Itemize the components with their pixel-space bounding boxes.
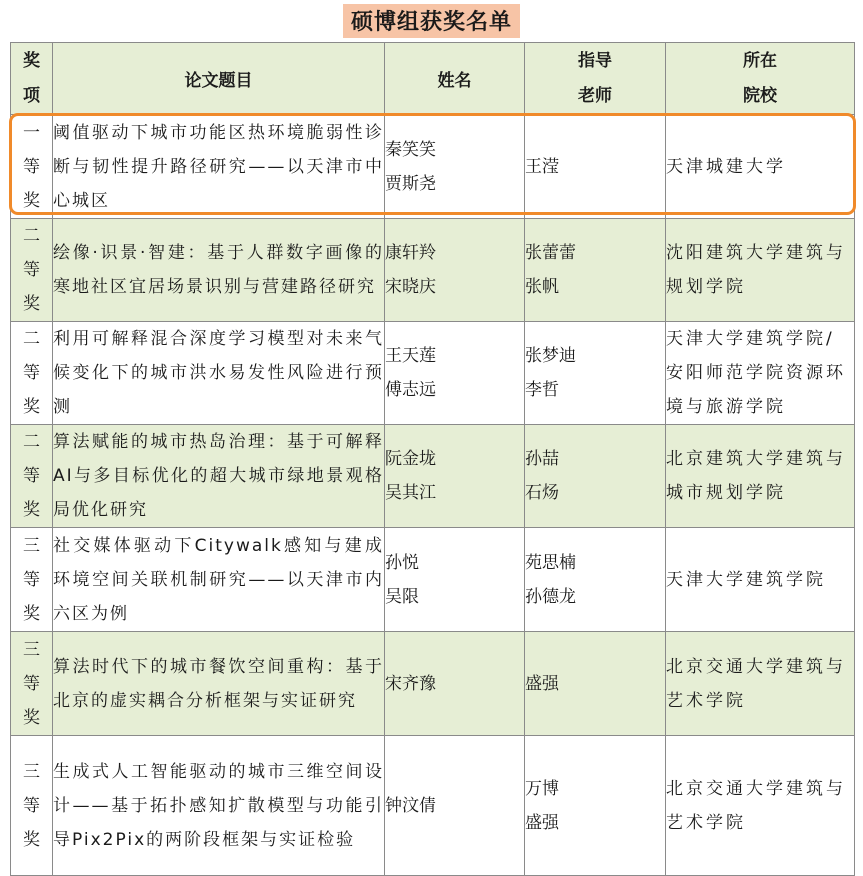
header-award-line: 奖 bbox=[23, 50, 40, 71]
award-cell bbox=[11, 219, 53, 322]
header-row bbox=[11, 43, 855, 115]
header-topic: 论文题目 bbox=[53, 43, 385, 115]
school-cell: 天津大学建筑学院 bbox=[666, 528, 855, 632]
award-char: 三 bbox=[23, 535, 40, 556]
student-name: 吴其江 bbox=[385, 483, 436, 503]
award-char: 奖 bbox=[23, 707, 40, 728]
award-char: 三 bbox=[23, 639, 40, 660]
header-advisor-line: 老师 bbox=[578, 85, 612, 106]
title-wrap bbox=[0, 4, 863, 38]
award-cell bbox=[11, 736, 53, 876]
header-award-line: 项 bbox=[23, 85, 40, 106]
advisors-cell bbox=[525, 219, 666, 322]
student-name: 秦笑笑 bbox=[385, 139, 436, 160]
award-cell bbox=[11, 425, 53, 528]
advisors-cell bbox=[525, 425, 666, 528]
school-cell: 北京建筑大学建筑与城市规划学院 bbox=[666, 425, 855, 528]
school-cell: 北京交通大学建筑与艺术学院 bbox=[666, 736, 855, 876]
award-char: 二 bbox=[23, 432, 40, 452]
header-name: 姓名 bbox=[385, 43, 525, 115]
table-row bbox=[11, 632, 855, 736]
advisors-cell bbox=[525, 115, 666, 219]
advisor-name: 石炀 bbox=[525, 483, 559, 503]
school-cell: 北京交通大学建筑与艺术学院 bbox=[666, 632, 855, 736]
advisor-name: 张蕾蕾 bbox=[525, 243, 576, 263]
student-name: 钟汶倩 bbox=[385, 795, 436, 816]
award-char: 等 bbox=[23, 673, 40, 694]
advisors-cell bbox=[525, 322, 666, 425]
page-title: 硕博组获奖名单 bbox=[343, 4, 520, 38]
student-name: 孙悦 bbox=[385, 552, 419, 573]
names-cell bbox=[385, 219, 525, 322]
table-row bbox=[11, 322, 855, 425]
topic-cell: 算法赋能的城市热岛治理：基于可解释AI与多目标优化的超大城市绿地景观格局优化研究 bbox=[53, 425, 385, 528]
topic-cell: 社交媒体驱动下Citywalk感知与建成环境空间关联机制研究——以天津市内六区为例 bbox=[53, 528, 385, 632]
advisor-name: 盛强 bbox=[525, 812, 559, 833]
award-char: 等 bbox=[23, 156, 40, 177]
advisor-name: 张梦迪 bbox=[525, 346, 576, 366]
school-cell: 天津城建大学 bbox=[666, 115, 855, 219]
advisor-name: 王滢 bbox=[525, 156, 559, 177]
award-char: 等 bbox=[23, 795, 40, 816]
header-advisor-line: 指导 bbox=[578, 50, 612, 71]
award-char: 等 bbox=[23, 260, 40, 280]
award-cell bbox=[11, 115, 53, 219]
award-char: 等 bbox=[23, 466, 40, 486]
advisor-name: 孙喆 bbox=[525, 449, 559, 469]
advisor-name: 孙德龙 bbox=[525, 586, 576, 607]
award-cell bbox=[11, 528, 53, 632]
award-char: 二 bbox=[23, 226, 40, 246]
awards-table bbox=[10, 42, 855, 876]
award-cell bbox=[11, 322, 53, 425]
student-name: 贾斯尧 bbox=[385, 173, 436, 194]
table-row bbox=[11, 425, 855, 528]
topic-cell: 阈值驱动下城市功能区热环境脆弱性诊断与韧性提升路径研究——以天津市中心城区 bbox=[53, 115, 385, 219]
award-char: 三 bbox=[23, 761, 40, 782]
names-cell bbox=[385, 736, 525, 876]
header-school-line: 院校 bbox=[743, 85, 777, 106]
student-name: 王天莲 bbox=[385, 346, 436, 366]
student-name: 宋齐豫 bbox=[385, 673, 436, 694]
names-cell bbox=[385, 632, 525, 736]
student-name: 傅志远 bbox=[385, 380, 436, 400]
header-school-line: 所在 bbox=[743, 50, 777, 71]
advisor-name: 苑思楠 bbox=[525, 552, 576, 573]
student-name: 康轩羚 bbox=[385, 243, 436, 263]
topic-cell: 算法时代下的城市餐饮空间重构：基于北京的虚实耦合分析框架与实证研究 bbox=[53, 632, 385, 736]
student-name: 宋晓庆 bbox=[385, 277, 436, 297]
table-row bbox=[11, 736, 855, 876]
student-name: 吴限 bbox=[385, 586, 419, 607]
award-char: 二 bbox=[23, 329, 40, 349]
award-char: 奖 bbox=[23, 500, 40, 520]
names-cell bbox=[385, 322, 525, 425]
header-school bbox=[666, 43, 855, 115]
header-award bbox=[11, 43, 53, 115]
table-row bbox=[11, 528, 855, 632]
award-char: 奖 bbox=[23, 294, 40, 314]
names-cell bbox=[385, 528, 525, 632]
award-char: 奖 bbox=[23, 603, 40, 624]
school-cell: 沈阳建筑大学建筑与规划学院 bbox=[666, 219, 855, 322]
advisors-cell bbox=[525, 736, 666, 876]
names-cell bbox=[385, 115, 525, 219]
school-cell: 天津大学建筑学院/安阳师范学院资源环境与旅游学院 bbox=[666, 322, 855, 425]
names-cell bbox=[385, 425, 525, 528]
award-cell bbox=[11, 632, 53, 736]
advisor-name: 万博 bbox=[525, 778, 559, 799]
advisor-name: 盛强 bbox=[525, 673, 559, 694]
topic-cell: 绘像·识景·智建：基于人群数字画像的寒地社区宜居场景识别与营建路径研究 bbox=[53, 219, 385, 322]
header-advisor bbox=[525, 43, 666, 115]
advisors-cell bbox=[525, 632, 666, 736]
table-row bbox=[11, 115, 855, 219]
award-char: 等 bbox=[23, 569, 40, 590]
table-row bbox=[11, 219, 855, 322]
advisors-cell bbox=[525, 528, 666, 632]
advisor-name: 李哲 bbox=[525, 380, 559, 400]
advisor-name: 张帆 bbox=[525, 277, 559, 297]
award-char: 奖 bbox=[23, 829, 40, 850]
topic-cell: 生成式人工智能驱动的城市三维空间设计——基于拓扑感知扩散模型与功能引导Pix2Pix的两阶段框架与实证检验 bbox=[53, 736, 385, 876]
award-char: 奖 bbox=[23, 190, 40, 211]
topic-cell: 利用可解释混合深度学习模型对未来气候变化下的城市洪水易发性风险进行预测 bbox=[53, 322, 385, 425]
award-char: 等 bbox=[23, 363, 40, 383]
award-char: 一 bbox=[23, 122, 40, 143]
student-name: 阮金垅 bbox=[385, 449, 436, 469]
award-char: 奖 bbox=[23, 397, 40, 417]
